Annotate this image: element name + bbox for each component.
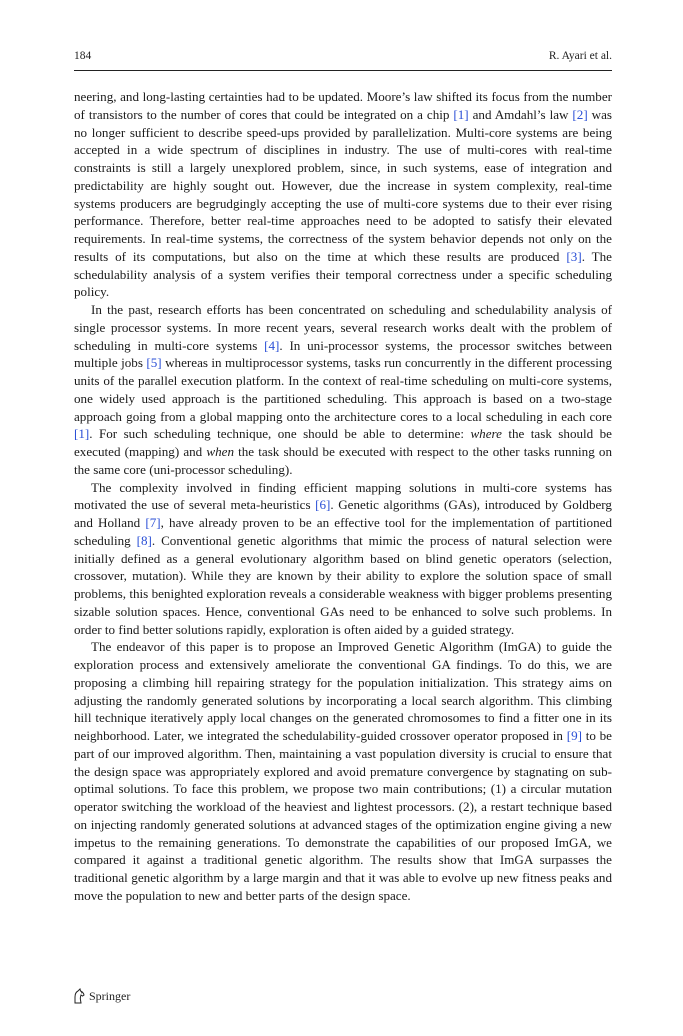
text-run: to be part of our improved algorithm. Then, maintaining a vast population diversity is crucial to ensure that the design space was appropriately explored and avoid premature convergence by stagnating on sub-optimal solutions. To face this problem, we propose two main contributions; (1) a circular mutation operator switching the workload of the heaviest and lightest processors. (2), a restart technique based on injecting randomly generated solutions at advanced stages of the optimization engine giving a new impetus to the remaining generations. To demonstrate the capabilities of our proposed ImGA, we compared it against a traditional genetic algorithm. The results show that ImGA surpasses the traditional genetic algorithm by a large margin and that it was able to evolve up new fitness peaks and move the population to new and better parts of the design space.: [74, 728, 612, 903]
text-run: was no longer sufficient to describe speed-ups provided by parallelization. Multi-core systems are being accepted in a wide spectrum of disciplines in industry. The use of multi-cores with real-time constraints is still a largely unexplored problem, since, in such systems, ease of integration and predictability are highly sought out. However, due the increase in system complexity, real-time systems producers are begrudgingly accepting the use of multi-core systems due to their ever rising performance. Therefore, better real-time approaches need to be adopted to satisfy their elevated requirements. In real-time systems, the correctness of the system behavior depends not only on the results of its computations, but also on the time at which these results are produced: [74, 106, 612, 264]
citation-link[interactable]: [4]: [264, 337, 280, 353]
page-number: 184: [74, 50, 92, 62]
text-run: . For such scheduling technique, one should be able to determine:: [89, 426, 471, 442]
citation-link[interactable]: [9]: [566, 728, 582, 743]
text-run: In the past, research efforts has been concentrated on scheduling and schedulability analysis of single processor systems. In more recent years, several research works dealt with the problem of scheduling in multi-core systems: [74, 302, 612, 353]
text-run: . The schedulability analysis of a system verifies their temporal correctness under a specific scheduling policy.: [74, 248, 612, 300]
text-run: The endeavor of this paper is to propose an Improved Genetic Algorithm (ImGA) to guide the exploration process and extensively ameliorate the conventional GA findings. To do this, we are proposing a climbing hill repairing strategy for the population initialization. This strategy aims on adjusting the randomly generated solutions by incorporating a local search algorithm. This climbing hill technique iteratively apply local changes on the generated chromosomes to find a fitter one in its neighborhood. Later, we integrated the schedulability-guided crossover operator proposed in: [74, 639, 612, 743]
citation-link[interactable]: [7]: [145, 515, 161, 530]
page-header: [74, 50, 612, 68]
springer-horse-icon: [72, 988, 86, 1004]
header-rule: [74, 70, 612, 71]
emphasized-text: where: [470, 426, 502, 442]
text-run: and Amdahl’s law: [468, 106, 573, 122]
paragraph-3: [74, 479, 612, 639]
running-head-authors: R. Ayari et al.: [548, 50, 612, 62]
citation-link[interactable]: [1]: [74, 426, 90, 442]
emphasized-text: when: [206, 444, 234, 459]
paragraph-2: [74, 301, 612, 479]
paragraph-4: [74, 638, 612, 904]
text-run: . Genetic algorithms (GAs), introduced by Goldberg and Holland: [74, 497, 612, 530]
publisher-name: Springer: [89, 988, 131, 1003]
text-run: , have already proven to be an effective tool for the implementation of partitioned scheduling: [74, 515, 612, 548]
body-text: [74, 88, 612, 905]
citation-link[interactable]: [1]: [453, 106, 469, 122]
page-footer: [72, 987, 130, 1005]
citation-link[interactable]: [8]: [136, 532, 152, 548]
citation-link[interactable]: [2]: [572, 106, 588, 122]
text-run: . In uni-processor systems, the processor switches between multiple jobs: [74, 337, 612, 371]
text-run: . Conventional genetic algorithms that mimic the process of natural selection were initially defined as a general evolutionary algorithm based on blind genetic operators (selection, crossover, mutation). While they are known by their ability to explore the solution space of small problems, this benighted exploration reveals a considerable weakness with bigger problems presenting sizable solution spaces. Hence, conventional GAs need to be enhanced to solve such problems. In order to find better solutions rapidly, exploration is often aided by a guided strategy.: [74, 532, 612, 637]
citation-link[interactable]: [5]: [146, 355, 162, 371]
citation-link[interactable]: [3]: [566, 248, 582, 264]
text-run: the task should be executed with respect to the other tasks running on the same core (uni-processor scheduling).: [74, 444, 612, 477]
text-run: the task should be executed (mapping) and: [74, 426, 612, 459]
text-run: whereas in multiprocessor systems, tasks run concurrently in the different processing units of the parallel execution platform. In the context of real-time scheduling on multi-core systems, one widely used approach is the partitioned scheduling. This approach is based on a two-stage approach going from a global mapping onto the architecture cores to a local scheduling in each core: [74, 355, 612, 424]
text-run: neering, and long-lasting certainties had to be updated. Moore’s law shifted its focus from the number of transistors to the number of cores that could be integrated on a chip: [74, 89, 612, 122]
text-run: The complexity involved in finding efficient mapping solutions in multi-core systems has motivated the use of several meta-heuristics: [74, 479, 612, 513]
citation-link[interactable]: [6]: [315, 497, 331, 513]
paragraph-1: [74, 88, 612, 301]
